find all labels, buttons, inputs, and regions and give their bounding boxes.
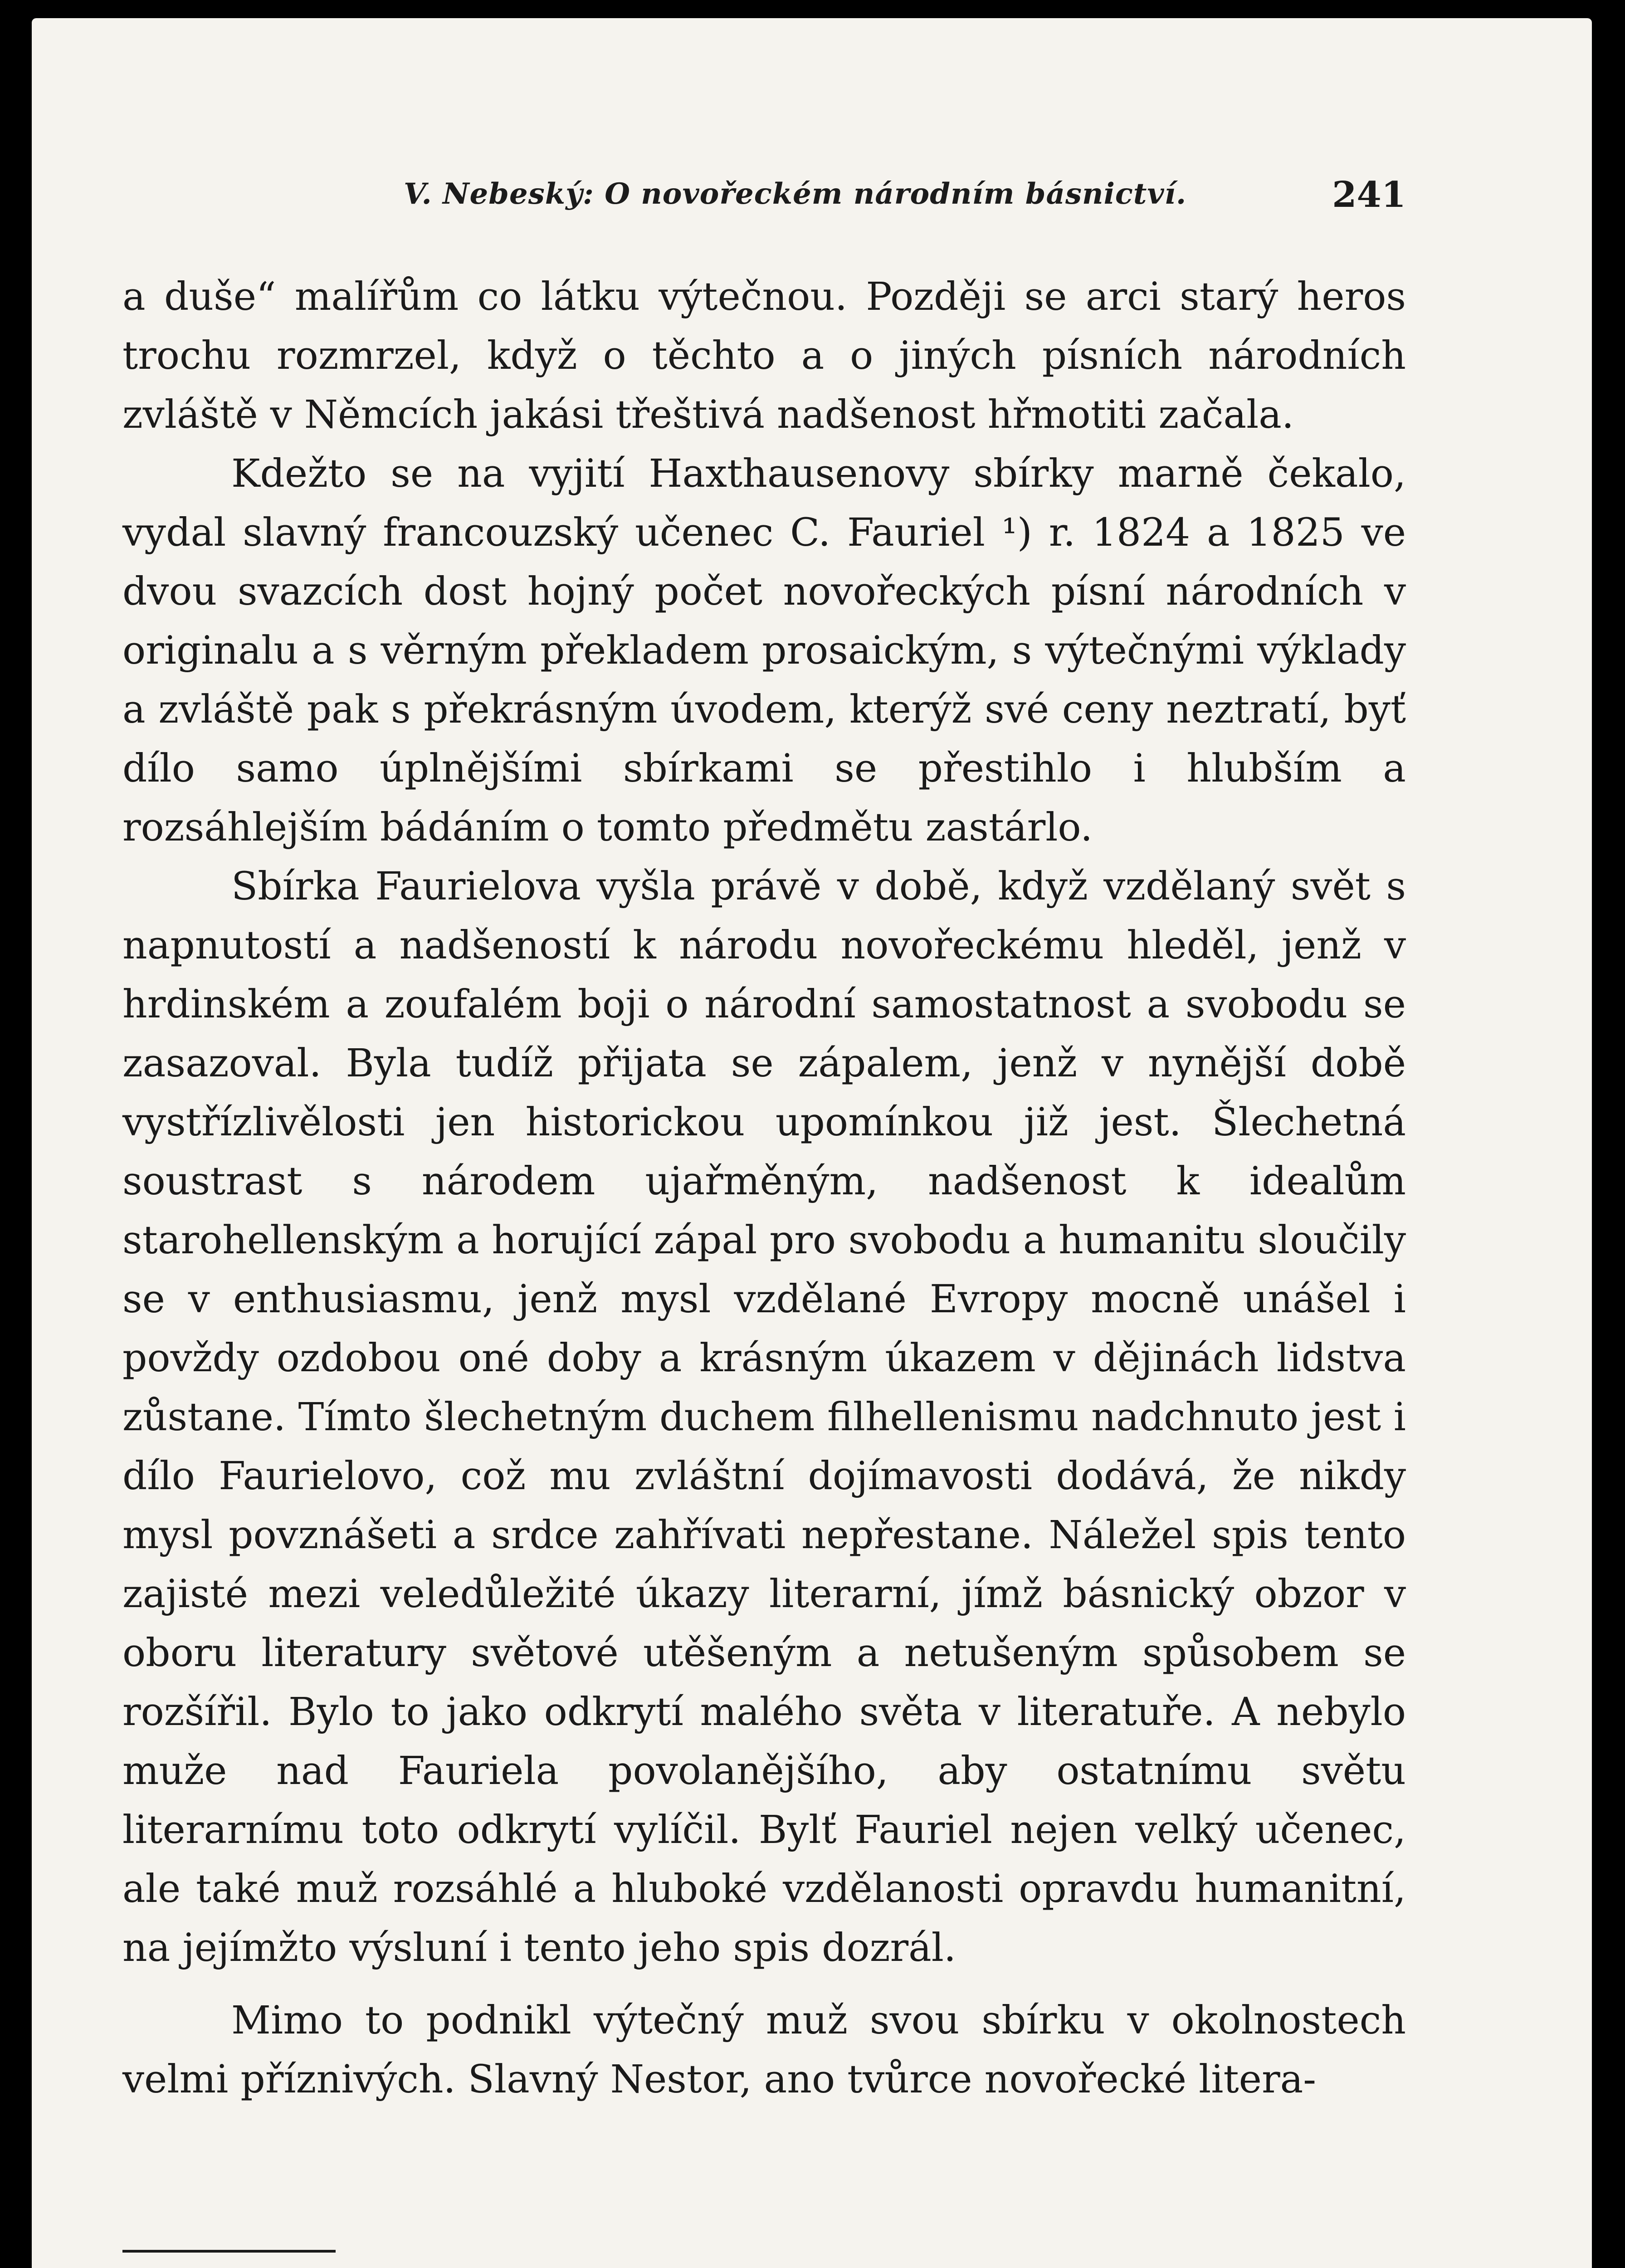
book-page (32, 18, 1592, 2268)
paragraph-1: a duše“ malířům co látku výtečnou. Později se arci starý heros trochu rozmrzel, když o těchto a o jiných písních národních zvláště v Němcích jakási třeštivá nadšenost hřmotiti začala. (122, 274, 1406, 437)
paragraph-2: Kdežto se na vyjití Haxthausenovy sbírky marně čekalo, vydal slavný francouzský učenec C. Fauriel ¹) r. 1824 a 1825 ve dvou svazcích dost hojný počet novořeckých písní národních v originalu a s věrným překladem prosaickým, s výtečnými výklady a zvláště pak s překrásným úvodem, kterýž své ceny neztratí, byť dílo samo úplnějšími sbírkami se přestihlo i hlubším a rozsáhlejším bádáním o tomto předmětu zastárlo. (122, 451, 1406, 850)
running-title: V. Nebeský: O novořeckém národním básnictví. (404, 177, 1187, 211)
page-number: 241 (1332, 174, 1406, 215)
paragraph-4: Mimo to podnikl výtečný muž svou sbírku v okolnostech velmi příznivých. Slavný Nestor, ano tvůrce novořecké litera- (122, 1998, 1406, 2102)
paragraph-3: Sbírka Faurielova vyšla právě v době, když vzdělaný svět s napnutostí a nadšeností k národu novořeckému hleděl, jenž v hrdinském a zoufalém boji o národní samostatnost a svobodu se zasazoval. Byla tudíž přijata se zápalem, jenž v nynější době vystřízlivělosti jen historickou upomínkou již jest. Šlechetná soustrast s národem ujařměným, nadšenost k idealům starohellenským a horující zápal pro svobodu a humanitu sloučily se v enthusiasmu, jenž mysl vzdělané Evropy mocně unášel i povždy ozdobou oné doby a krásným úkazem v dějinách lidstva zůstane. Tímto šlechetným duchem filhellenismu nadchnuto jest i dílo Faurielovo, což mu zvláštní dojímavosti dodává, že nikdy mysl povznášeti a srdce zahřívati nepřestane. Náležel spis tento zajisté mezi veledůležité úkazy literarní, jímž básnický obzor v oboru literatury světové utěšeným a netušeným spůsobem se rozšířil. Bylo to jako odkrytí malého světa v literatuře. A nebylo muže nad Fauriela povolanějšího, aby ostatnímu světu literarnímu toto odkrytí vylíčil. Bylť Fauriel nejen velký učenec, ale také muž rozsáhlé a hluboké vzdělanosti opravdu humanitní, na jejímžto výsluní i tento jeho spis dozrál. (122, 864, 1406, 1970)
body-text (122, 268, 1406, 2109)
page-header (122, 150, 1406, 222)
footnote-rule (122, 2250, 336, 2253)
